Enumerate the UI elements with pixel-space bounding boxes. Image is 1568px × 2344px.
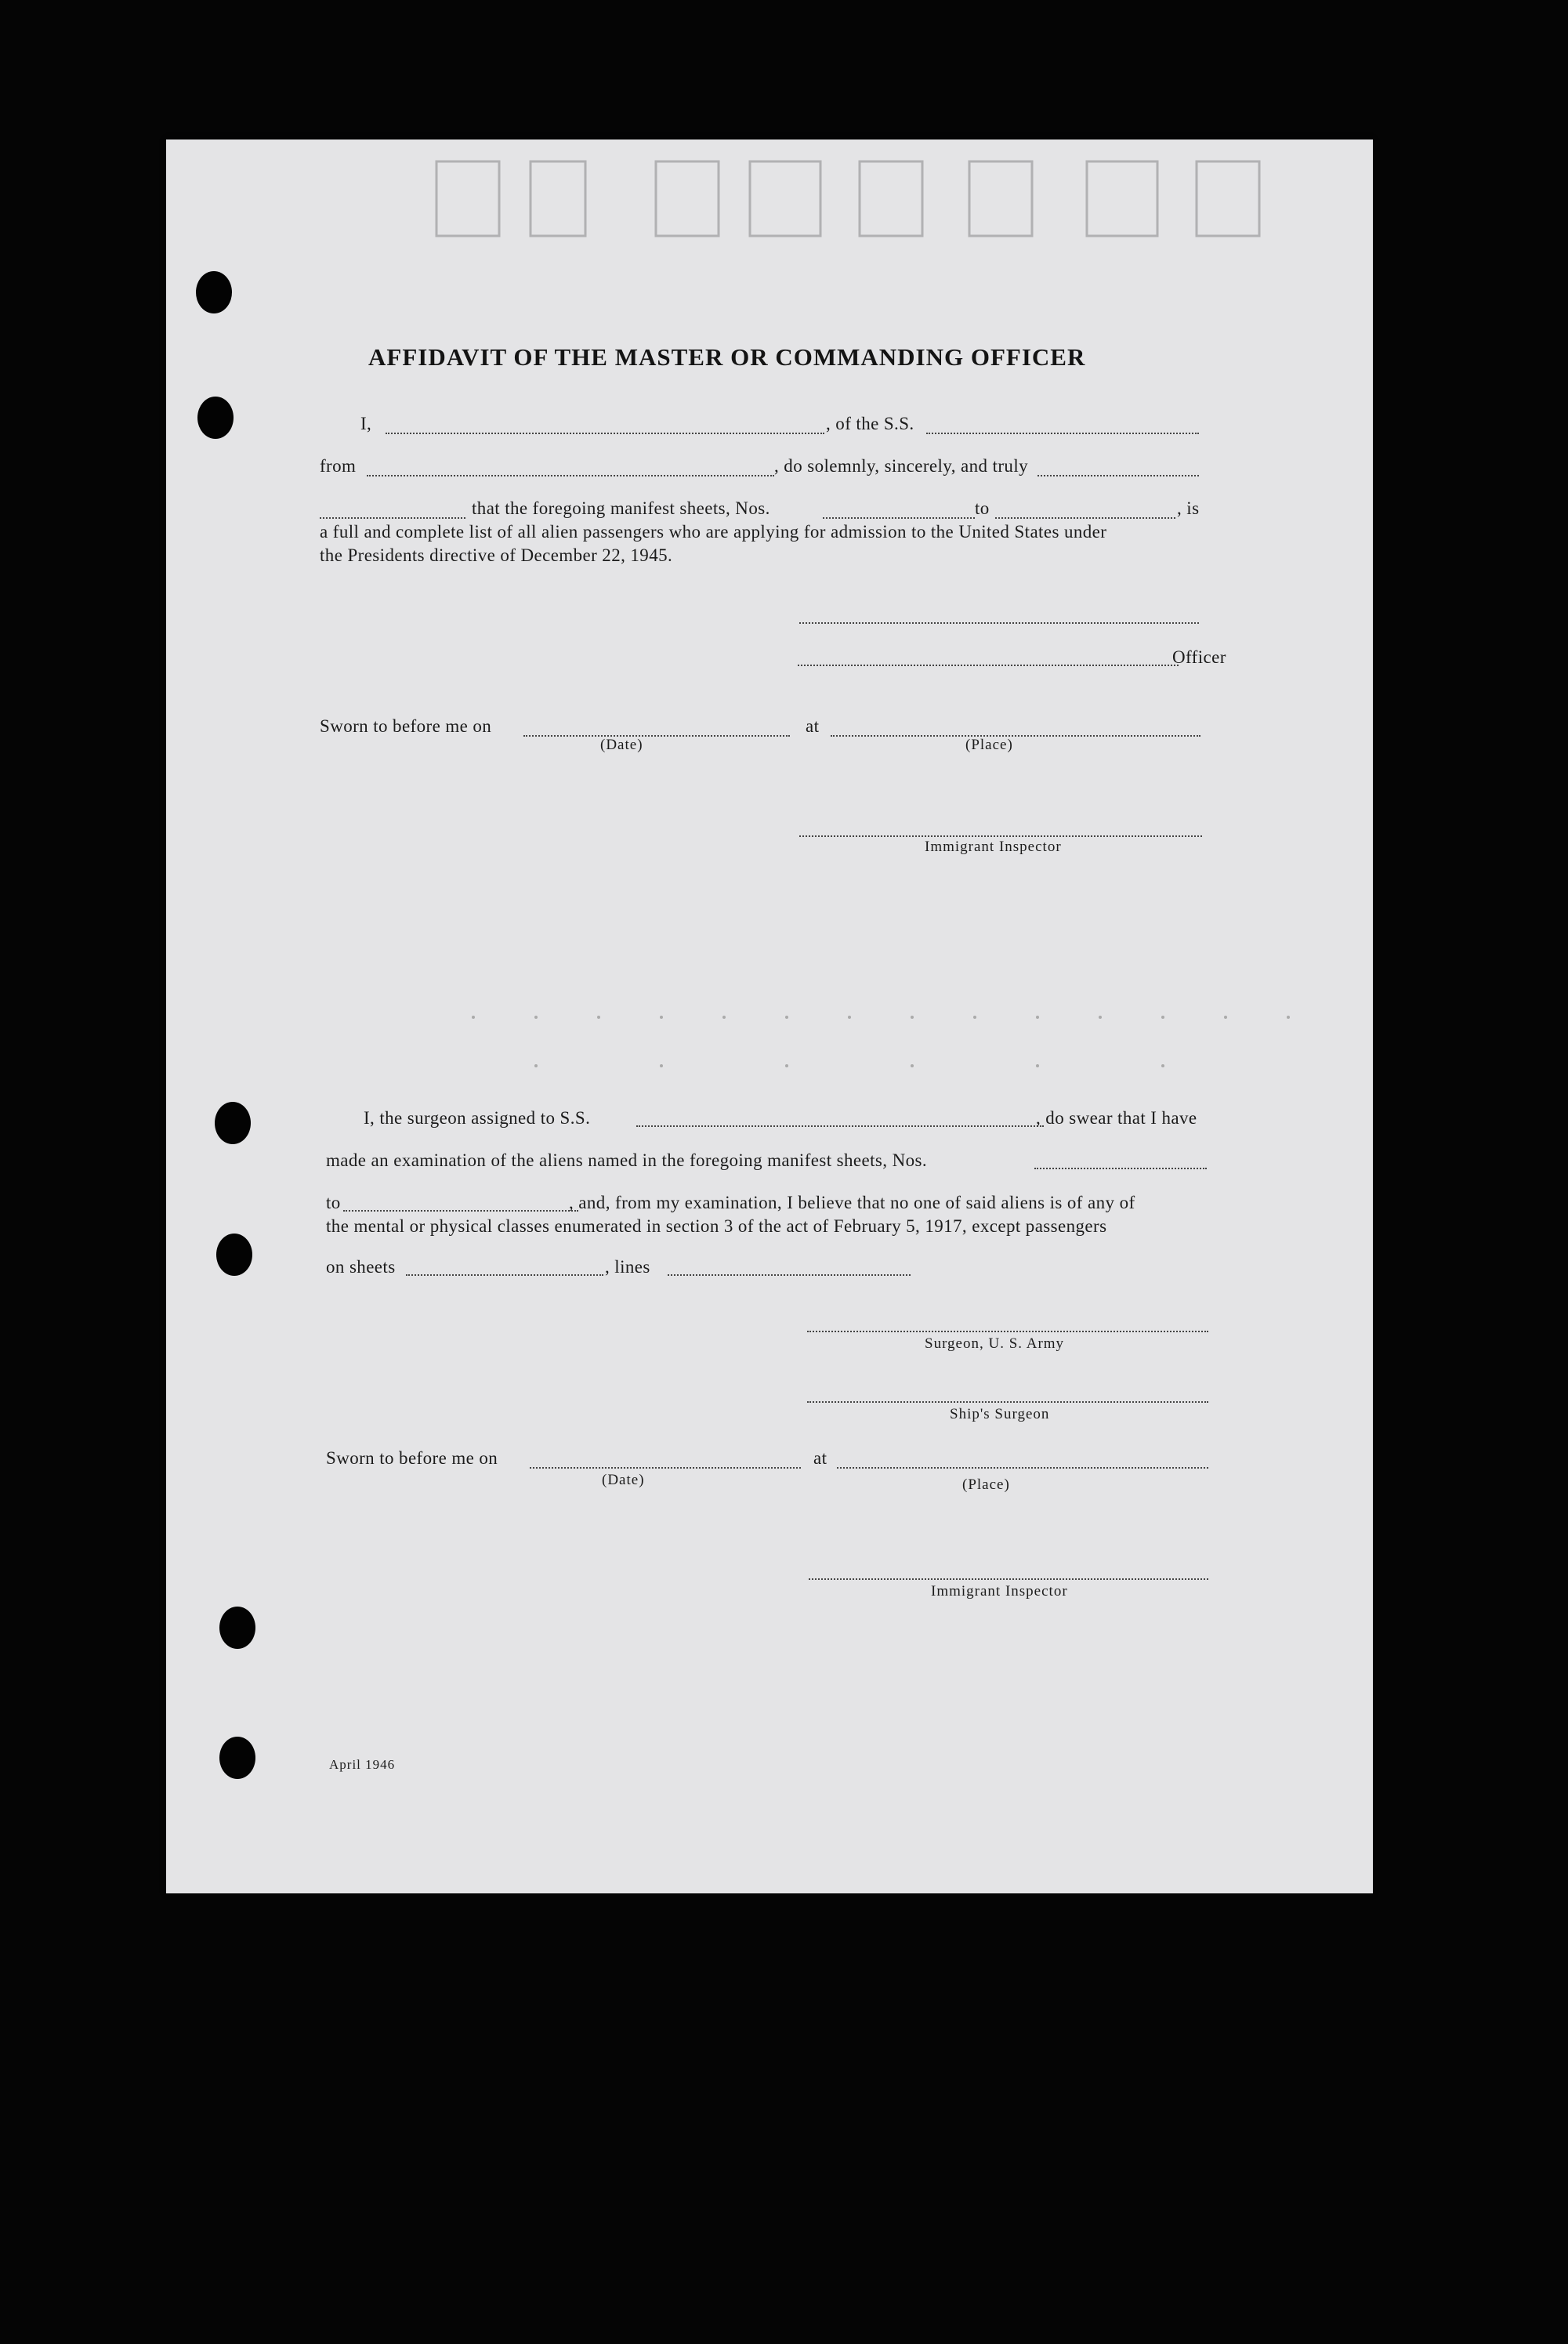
master-line5: the Presidents directive of December 22, 1945. [320,545,673,565]
master-sheets-from-field[interactable] [823,517,975,519]
surgeon-on-sheets-field[interactable] [406,1274,603,1276]
officer-signature-field-2[interactable] [798,665,1179,666]
surgeon-line4: the mental or physical classes enumerated in section 3 of the act of February 5, 1917, except passengers [326,1216,1107,1236]
surgeon-ship-field[interactable] [636,1125,1044,1127]
surgeon-sheets-to-field[interactable] [343,1210,578,1212]
punch-hole [219,1607,255,1649]
army-surgeon-caption: Surgeon, U. S. Army [925,1335,1065,1352]
faded-stamp-marks [421,154,1361,240]
master-line4: a full and complete list of all alien passengers who are applying for admission to the United States under [320,522,1107,542]
master-line1-ofss: , of the S.S. [826,414,914,433]
form-title: AFFIDAVIT OF THE MASTER OR COMMANDING OFFICER [368,343,1086,371]
master-from-field[interactable] [367,475,774,476]
master-line1-i: I, [360,414,372,433]
master-inspector-signature-field[interactable] [799,835,1202,837]
punch-hole [219,1737,255,1779]
officer-signature-field-1[interactable] [799,622,1199,624]
form-revision-date: April 1946 [329,1757,396,1772]
master-line2-solemnly: , do solemnly, sincerely, and truly [774,456,1029,476]
master-sheets-to-field[interactable] [995,517,1175,519]
master-sworn-label: Sworn to before me on [320,716,492,736]
ship-surgeon-caption: Ship's Surgeon [950,1406,1050,1422]
master-line3-is: , is [1177,498,1200,518]
master-date-caption: (Date) [600,737,643,753]
surgeon-sworn-date-field[interactable] [530,1467,801,1469]
master-oath-field-cont[interactable] [320,517,465,519]
surgeon-sworn-place-field[interactable] [837,1467,1208,1469]
surgeon-line3-b: , and, from my examination, I believe that no one of said aliens is of any of [569,1193,1135,1212]
master-name-field[interactable] [386,433,824,434]
master-at-label: at [806,716,820,736]
officer-label: Officer [1172,647,1226,667]
master-ship-name-field[interactable] [926,433,1199,434]
master-sworn-date-field[interactable] [523,735,790,737]
master-line2-from: from [320,456,357,476]
master-line3-that: that the foregoing manifest sheets, Nos. [472,498,770,518]
punch-hole [215,1102,251,1144]
affidavit-form-page [166,139,1373,1893]
master-inspector-caption: Immigrant Inspector [925,839,1062,855]
army-surgeon-signature-field[interactable] [807,1331,1208,1332]
punch-hole [197,397,234,439]
master-oath-field[interactable] [1037,475,1199,476]
surgeon-inspector-signature-field[interactable] [809,1578,1208,1580]
master-place-caption: (Place) [965,737,1013,753]
punch-hole [196,271,232,313]
surgeon-line2: made an examination of the aliens named in the foregoing manifest sheets, Nos. [326,1150,927,1170]
surgeon-line1-a: I, the surgeon assigned to S.S. [364,1108,591,1128]
surgeon-line3-to: to [326,1193,341,1212]
master-line3-to: to [975,498,990,518]
surgeon-sworn-label: Sworn to before me on [326,1448,498,1468]
surgeon-at-label: at [813,1448,827,1468]
ship-surgeon-signature-field[interactable] [807,1401,1208,1403]
surgeon-line5-b: , lines [605,1257,650,1277]
master-sworn-place-field[interactable] [831,735,1200,737]
surgeon-place-caption: (Place) [962,1476,1010,1493]
surgeon-inspector-caption: Immigrant Inspector [931,1583,1068,1599]
punch-hole [216,1234,252,1276]
surgeon-line1-b: , do swear that I have [1036,1108,1197,1128]
surgeon-line5-a: on sheets [326,1257,396,1277]
surgeon-date-caption: (Date) [602,1472,645,1488]
surgeon-sheets-from-field[interactable] [1034,1168,1207,1169]
surgeon-lines-field[interactable] [668,1274,911,1276]
